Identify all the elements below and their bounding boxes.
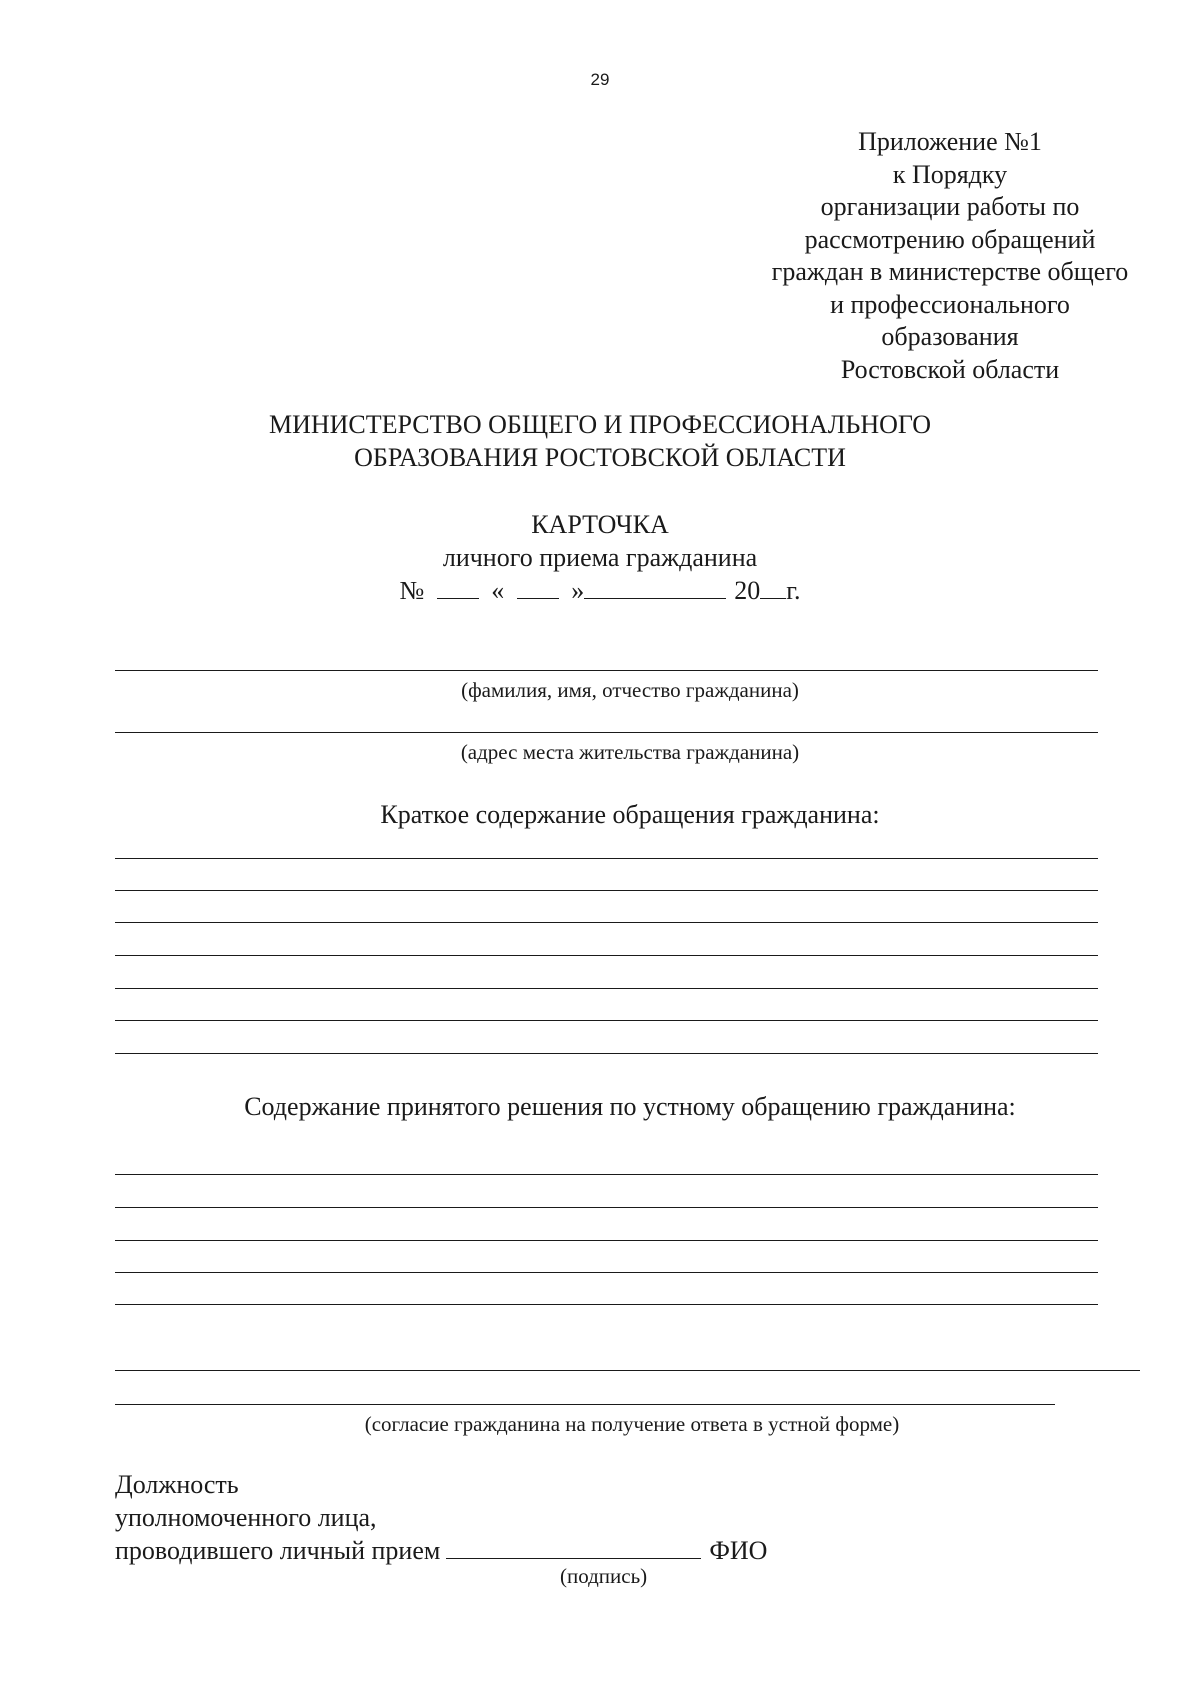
signature-caption: (подпись): [560, 1564, 648, 1588]
position-label: уполномоченного лица,: [115, 1503, 377, 1532]
day-blank[interactable]: [517, 574, 559, 599]
appendix-line: Приложение №1: [858, 127, 1042, 156]
consent-line[interactable]: [115, 1404, 1055, 1405]
card-title-block: [0, 508, 1200, 574]
decision-line[interactable]: [115, 1174, 1098, 1175]
summary-line[interactable]: [115, 1020, 1098, 1021]
summary-line[interactable]: [115, 1053, 1098, 1054]
quote-open: «: [491, 576, 505, 605]
appendix-block: [740, 126, 1160, 386]
page-number: 29: [590, 70, 610, 89]
appendix-line: и профессионального: [830, 289, 1070, 319]
summary-heading: Краткое содержание обращения гражданина:: [380, 800, 880, 829]
quote-close: »: [571, 576, 585, 605]
year-blank[interactable]: [760, 574, 786, 599]
ministry-heading: [0, 408, 1200, 474]
fio-label: ФИО: [709, 1536, 768, 1565]
appendix-line: граждан в министерстве общего: [771, 257, 1129, 286]
ministry-line-1: МИНИСТЕРСТВО ОБЩЕГО И ПРОФЕССИОНАЛЬНОГО: [268, 410, 932, 439]
decision-line[interactable]: [115, 1304, 1098, 1305]
decision-heading: Содержание принятого решения по устному обращению гражданина:: [244, 1092, 1016, 1121]
position-label: проводившего личный прием: [115, 1536, 441, 1565]
ministry-line-2: ОБРАЗОВАНИЯ РОСТОВСКОЙ ОБЛАСТИ: [354, 443, 846, 472]
summary-line[interactable]: [115, 890, 1098, 891]
card-number-line: [0, 574, 1200, 607]
month-blank[interactable]: [584, 574, 726, 599]
consent-line[interactable]: [115, 1370, 1140, 1371]
decision-line[interactable]: [115, 1240, 1098, 1241]
summary-line[interactable]: [115, 988, 1098, 989]
address-caption: (адрес места жительства гражданина): [460, 740, 800, 764]
summary-line[interactable]: [115, 858, 1098, 859]
card-title: КАРТОЧКА: [531, 510, 669, 539]
year-prefix: 20: [734, 576, 761, 605]
fio-caption: (фамилия, имя, отчество гражданина): [461, 678, 799, 702]
number-blank[interactable]: [437, 574, 479, 599]
signature-line[interactable]: [446, 1534, 701, 1559]
summary-line[interactable]: [115, 922, 1098, 923]
signature-row: [115, 1534, 767, 1567]
appendix-line: образования: [881, 322, 1019, 351]
card-subtitle: личного приема гражданина: [442, 543, 758, 572]
summary-line[interactable]: [115, 955, 1098, 956]
address-line[interactable]: [115, 732, 1098, 733]
position-label: Должность: [115, 1470, 239, 1499]
appendix-line: рассмотрению обращений: [804, 224, 1096, 254]
appendix-line: Ростовской области: [840, 354, 1060, 384]
appendix-line: к Порядку: [892, 159, 1008, 189]
year-suffix: г.: [786, 576, 801, 605]
signature-block: [115, 1468, 767, 1567]
fio-line[interactable]: [115, 670, 1098, 671]
decision-line[interactable]: [115, 1272, 1098, 1273]
consent-caption: (согласие гражданина на получение ответа в устной форме): [364, 1412, 900, 1436]
number-sign: №: [399, 576, 425, 605]
appendix-line: организации работы по: [820, 192, 1080, 221]
decision-line[interactable]: [115, 1207, 1098, 1208]
